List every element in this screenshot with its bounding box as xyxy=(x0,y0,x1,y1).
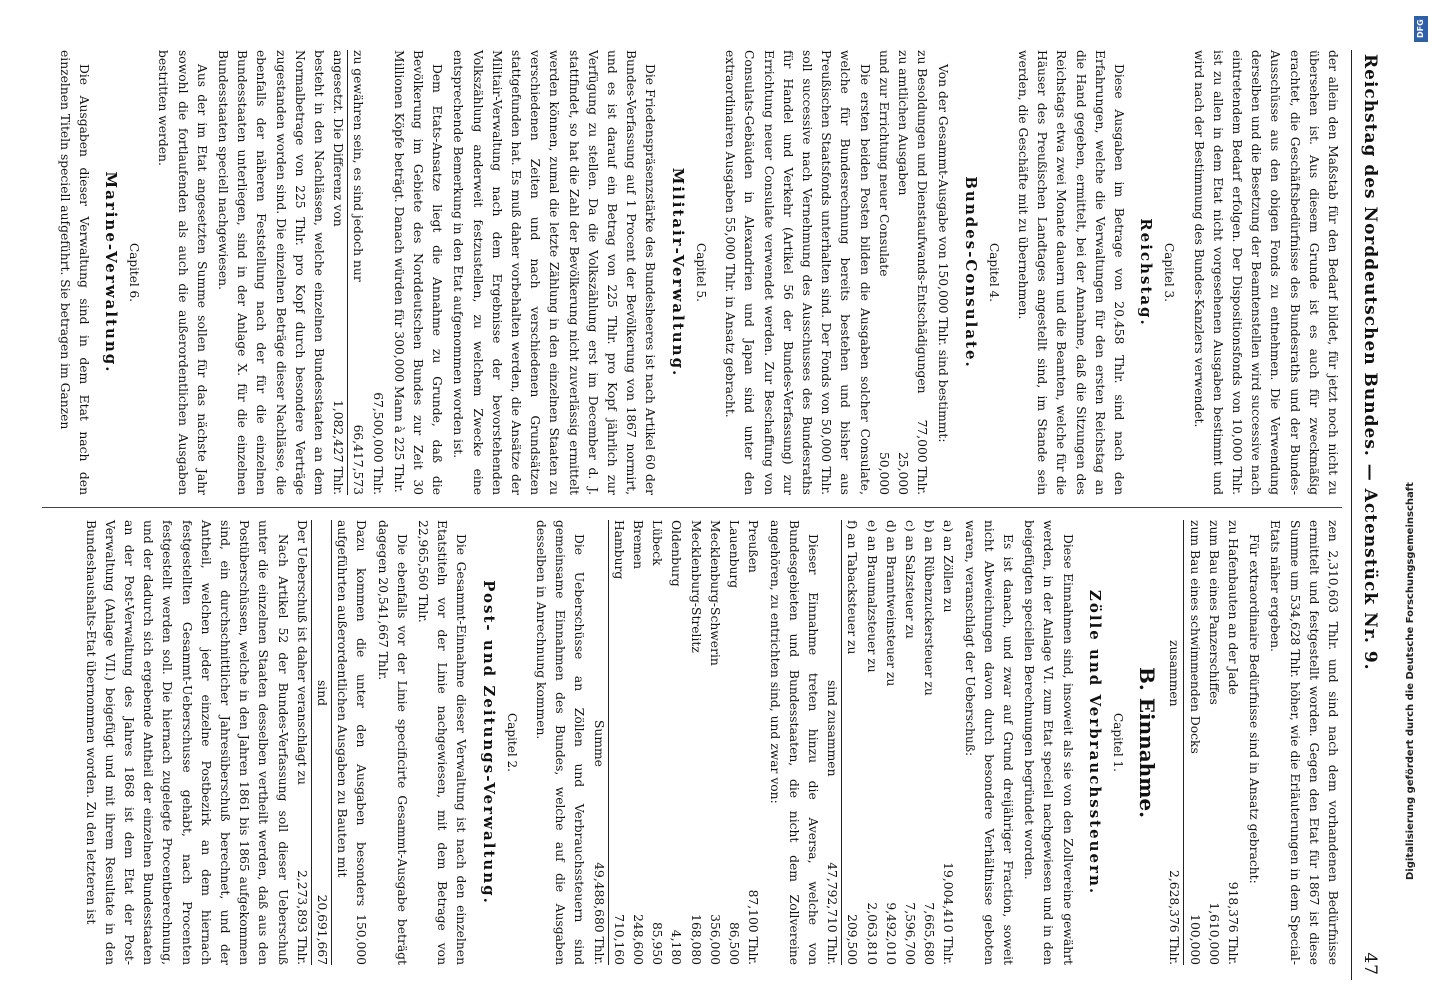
table-row xyxy=(647,520,666,965)
row-amount: 710,160 xyxy=(611,914,626,965)
row-label: Bremen xyxy=(631,520,646,570)
table-row xyxy=(686,520,705,965)
table-row xyxy=(609,520,628,965)
row-amount: 19,004,410 Thlr. xyxy=(941,862,956,965)
paragraph: Die Friedenspräsenzstärke des Bundesheeres ist nach Artikel 60 der Bundes-Verfassung auf 1 Procent der Bevölkerung von 1867 normirt, und es ist darauf ein Betrag von 225 Thlr. pro Kopf jährlich zur Verfügung zu stellen. Da die Volkszählung erst im December d. J. stattfindet, so hat die Zahl der Bevölkerung nicht zuverlässig ermittelt werden können, zumal die letzte Zählung in den einzelnen Staaten zu verschiedenen Zeiten und nach verschiedenen Grundsätzen stattgefunden hat. Es muß daher vorbehalten werden, die Ansätze der Militair-Verwaltung nach dem Ergebnisse der bevorstehenden Volkszählung anderweit festzustellen, zu welchem Zwecke eine entsprechende Bemerkung in den Etat aufgenommen worden ist. xyxy=(451,50,658,495)
table-row xyxy=(743,520,762,965)
column-divider xyxy=(42,507,1342,508)
row-label: Oldenburg xyxy=(669,520,684,587)
revenue-table xyxy=(842,520,957,965)
amount-row: zum Bau eines schwimmenden Docks 100,000 xyxy=(1187,520,1202,965)
dfg-logo: DFG xyxy=(1414,16,1428,42)
row-amount: 209,500 xyxy=(845,914,860,965)
page-header xyxy=(1351,50,1386,980)
chapter-label: Capitel 6. xyxy=(127,243,142,302)
paragraph: der allein den Maßstab für den Bedarf bildet, für jetzt noch nicht zu übersehen ist. Aus diesem Grunde ist es auch für zweckmäßig erachtet, die Geschäftsbedürfnisse des Bundesraths und der Bundes-Ausschüsse aus den obigen Fonds zu entnehmen. Die Verwendung derselben und die Besetzung der Beamtenstellen wird successive nach eintretendem Bedarf erfolgen. Der Dispositionsfonds von 10,000 Thlr. ist zu allen in dem Etat nicht vorgesehenen Ausgaben bestimmt und wird nach der Bestimmung des Bundes-Kanzlers verwendet. xyxy=(1191,50,1340,495)
paragraph: Es ist danach, und zwar auf Grund dreijähriger Fraction, soweit nicht Abweichungen davon durch besondere Verhältnisse geboten waren, veranschlagt der Ueberschuß: xyxy=(962,520,1015,965)
amount-row: zu gewähren sein, es sind jedoch nur 66,417,573 xyxy=(351,50,366,495)
section-heading: Zölle und Verbrauchssteuern. xyxy=(1085,589,1104,896)
paragraph: Die Ausgaben dieser Verwaltung sind in dem Etat nach den einzelnen Titeln speciell aufgeführt. Sie betragen im Ganzen xyxy=(57,50,91,495)
row-label: Preußen xyxy=(746,520,761,573)
row-label: b) an Rübenzuckersteuer zu xyxy=(922,520,937,696)
table-row xyxy=(724,520,743,965)
chapter-label: Capitel 1. xyxy=(1110,713,1125,772)
amount-row: sind 20,691,667 xyxy=(312,520,332,965)
row-amount: 248,600 xyxy=(631,914,646,965)
paragraph: Diese Ausgaben im Betrage von 20,458 Thlr. sind nach den Erfahrungen, welche die Verwaltungen für den ersten Reichstag an die Hand gegeben, ermittelt, bei der Annahme, daß die Sitzungen des Reichstags etwa zwei Monate dauern und die Beamten, welche für die Häuser des Preußischen Landtages angestellt sind, im Stande sein werden, die Geschäfte mit zu übernehmen. xyxy=(1015,50,1126,495)
table-row xyxy=(938,520,957,965)
section-heading: Post- und Zeitungs-Verwaltung. xyxy=(479,580,498,905)
column-right xyxy=(78,520,1342,965)
amount-row: zusammen 2,628,376 Thlr. xyxy=(1164,520,1184,965)
amount-row: zu amtlichen Ausgaben 25,000 xyxy=(895,50,910,495)
row-amount: 85,950 xyxy=(650,921,665,965)
amount: 22,965,560 Thlr. xyxy=(416,520,431,623)
amount-row: und zur Errichtung neuer Consulate 50,000 xyxy=(876,50,891,495)
chapter-label: Capitel 3. xyxy=(1162,243,1177,302)
table-row xyxy=(900,520,919,965)
row-label: Lübeck xyxy=(650,520,665,566)
row-label: a) an Zöllen zu xyxy=(941,520,956,613)
paragraph: Die Gesammt-Einnahme dieser Verwaltung ist nach den einzelnen Etatstiteln vor der Linie nachgewiesen, mit dem Betrage von 22,965,560 Thlr. xyxy=(416,520,469,965)
row-amount: 168,080 xyxy=(688,914,703,965)
amount-row: sind zusammen 47,792,710 Thlr. xyxy=(822,520,842,965)
paragraph: zen 2,310,603 Thlr. und sind nach dem vorhandenen Bedürfnisse ermittelt und festgestellt worden. Gegen den Etat für 1867 ist diese Summe um 534,628 Thlr. höher, wie die Erläuterungen in dem Special-Etats näher ergeben. xyxy=(1268,520,1340,965)
section-heading: Reichstag. xyxy=(1137,218,1156,327)
paragraph: Die Ueberschüsse an Zöllen und Verbrauchssteuern sind gemeinsame Einnahmen des Bundes, welche auf die Ausgaben desselben in Anrechnung kommen. xyxy=(534,520,587,965)
digitization-note: Digitalisierung gefördert durch die Deutsche Forschungsgemeinschaft xyxy=(1405,482,1416,880)
row-amount: 87,100 Thlr. xyxy=(746,889,761,965)
amount-row: Der Ueberschuß ist daher veranschlagt zu 2,273,893 Thlr. xyxy=(292,520,312,965)
rotated-document-page xyxy=(16,50,1386,980)
amount-row: Summe 49,488,680 Thlr. xyxy=(588,520,608,965)
row-amount: 7,665,680 xyxy=(922,902,937,965)
amount-row: zum Bau eines Panzerschiffes 1,610,000 xyxy=(1206,520,1221,965)
table-row xyxy=(842,520,861,965)
row-label: Mecklenburg-Strelitz xyxy=(688,520,703,653)
running-title: Reichstag des Norddeutschen Bundes. — Actenstück Nr. 9. xyxy=(1360,54,1380,671)
amount-row: zu Besoldungen und Dienstaufwands-Entschädigungen 77,000 Thlr. xyxy=(915,50,930,495)
paragraph: Diese Einnahmen sind, insoweit als sie von den Zollvereine gewährt werden, in der Anlage VI. zum Etat speciell nachgewiesen und in den beigefügten speciellen Berechnungen begründet worden. xyxy=(1022,520,1075,965)
table-row xyxy=(861,520,880,965)
chapter-label: Capitel 5. xyxy=(693,243,708,302)
paragraph: Nach Artikel 52 der Bundes-Verfassung soll dieser Ueberschuß unter die einzelnen Staaten desselben vertheilt werden, daß aus den Postüberschüssen, welche in den Jahren 1861 bis 1865 aufgekommen sind, ein durchschnittlicher Jahresüberschuß berechnet, und der Antheil, welchen jeder einzelne Postbezirk an dem hiernach festgestellten Gesammt-Ueberschusse gehabt, nach Procenten festgestellt werden soll. Die hiernach zugelegte Procentberechnung, und der dadurch sich ergebende Antheil der einzelnen Bundesstaaten an der Post-Verwaltung des Jahres 1868 ist dem Etat der Post-Verwaltung (Anlage VII.) beigefügt und mit ihrem Resultate in den Bundeshaushalts-Etat übernommen worden. Zu den letzteren ist xyxy=(83,520,290,965)
row-amount: 356,000 xyxy=(707,914,722,965)
section-heading: Bundes-Consulate. xyxy=(961,176,980,369)
paragraph: besteht in den Nachlässen, welche einzelnen Bundesstaaten an dem Normalbetrage von 225 Thlr. pro Kopf durch besondere Verträge zugestanden worden sind. Die einzelnen Beträge dieser Nachlässe, die ebenfalls der näheren Feststellung nach der für die einzelnen Bundesstaaten unterliegen, sind in der Anlage X. für die einzelnen Bundesstaaten speciell nachgewiesen. xyxy=(216,50,327,495)
row-label: Lauenburg xyxy=(727,520,742,589)
row-amount: 9,492,010 xyxy=(883,902,898,965)
amount-row: 67,500,000 Thlr. xyxy=(370,392,385,495)
row-label: d) an Branntweinsteuer zu xyxy=(883,520,898,687)
section-heading: Marine-Verwaltung. xyxy=(102,171,121,374)
chapter-label: Capitel 2. xyxy=(504,713,519,772)
table-row xyxy=(628,520,647,965)
paragraph: Von der Gesammt-Ausgabe von 150,000 Thlr. sind bestimmt: xyxy=(936,64,951,443)
paragraph: Dem Etats-Ansatze liegt die Annahme zu Grunde, daß die Bevölkerung im Gebiete des Norddeutschen Bundes zur Zeit 30 Millionen Köpfe beträgt. Danach würden für 300,000 Mann à 225 Thlr. xyxy=(391,50,445,495)
amount-row: zu Hafenbauten an der Jade 918,376 Thlr. xyxy=(1225,520,1240,965)
row-label: f) an Tabacksteuer zu xyxy=(845,520,860,655)
row-label: e) an Braumalzsteuer zu xyxy=(864,520,879,673)
paragraph: Aus der im Etat angesetzten Summe sollen für das nächste Jahr sowohl die fortlaufenden als auch die außerordentlichen Ausgaben bestritten werden. xyxy=(156,50,209,495)
paragraph: Die ersten beiden Posten bilden die Ausgaben solcher Consulate, welche für Bundesrechnung bereits bestehen und bisher aus Preußischen Staatsfonds unterhalten sind. Der Fonds von 50,000 Thlr. soll successive nach Vernehmung des Ausschusses des Bundesraths für Handel und Verkehr (Artikel 56 der Bundes-Verfassung) zur Errichtung neuer Consulate verwendet werden. Zur Beschaffung von Consulats-Gebäuden in Alexandrien und Japan sind unter den extraordinairen Ausgaben 55,000 Thlr. in Ansatz gebracht. xyxy=(723,50,872,495)
row-label: Hamburg xyxy=(611,520,626,580)
table-row xyxy=(881,520,900,965)
table-row xyxy=(919,520,938,965)
column-left xyxy=(52,50,1342,495)
amount-row: angesetzt. Die Differenz von 1,082,427 Thlr. xyxy=(328,50,348,495)
paragraph: Dieser Einnahme treten hinzu die Aversa, welche von Bundesgebieten und Bundesstaaten, die nicht dem Zollvereine angehören, zu entrichten sind, und zwar von: xyxy=(767,520,820,965)
page-number: 47 xyxy=(1360,952,1380,976)
row-amount: 2,063,810 xyxy=(864,902,879,965)
row-amount: 4,180 xyxy=(669,929,684,965)
paragraph: Für extraordinaire Bedürfnisse sind in Ansatz gebracht: xyxy=(1247,534,1262,884)
amount-row: Dazu kommen die unter den Ausgaben besonders aufgeführten außerordentlichen Ausgaben zu Bauten mit 150,000 xyxy=(335,520,369,965)
table-row xyxy=(705,520,724,965)
part-heading: B. Einnahme. xyxy=(1135,666,1160,819)
row-label: c) an Salzsteuer zu xyxy=(902,520,917,639)
row-amount: 7,596,700 xyxy=(902,902,917,965)
paragraph: Die ebenfalls vor der Linie specificirte Gesammt-Ausgabe beträgt dagegen 20,541,667 Thlr. xyxy=(375,520,409,965)
row-amount: 86,500 xyxy=(727,921,742,965)
amount: 20,541,667 Thlr. xyxy=(375,577,390,681)
table-row xyxy=(666,520,685,965)
aversa-table xyxy=(609,520,763,965)
section-heading: Militair-Verwaltung. xyxy=(668,167,687,378)
chapter-label: Capitel 4. xyxy=(986,243,1001,302)
row-label: Mecklenburg-Schwerin xyxy=(707,520,722,666)
